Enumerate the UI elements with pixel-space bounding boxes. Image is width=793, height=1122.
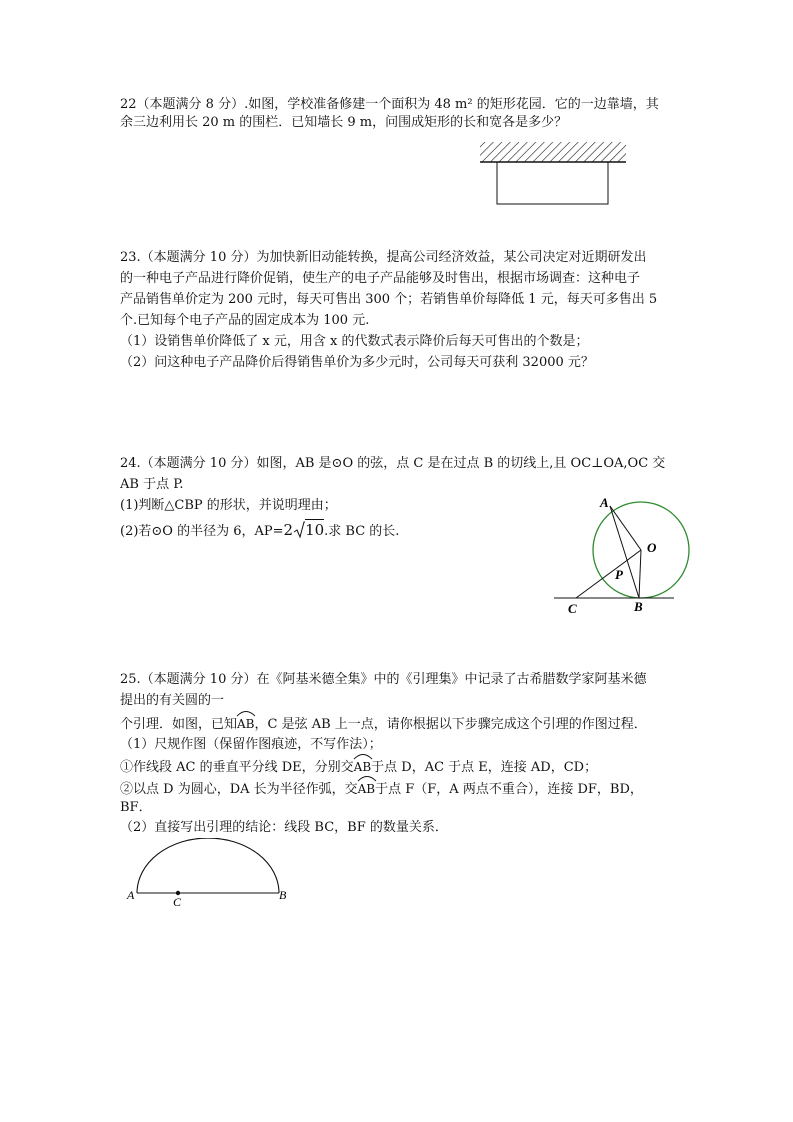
arc-ab-label-2: AB — [353, 760, 372, 774]
q22-wall-figure — [478, 140, 628, 210]
label-o: O — [647, 540, 657, 555]
arc-ab-label-3: AB — [357, 782, 376, 796]
segment-ob — [639, 550, 641, 598]
q24-sqrt-expression — [284, 521, 325, 540]
label-b: B — [279, 888, 287, 902]
q25-step-1-text-b: 于点 D，AC 于点 E，连接 AD，CD； — [371, 760, 598, 775]
segment-ab — [610, 506, 639, 598]
label-c: C — [568, 601, 577, 616]
segment-ao — [610, 506, 641, 550]
q25-line-3-text-a: 个引理．如图，已知 — [120, 717, 238, 732]
arc-ab-notation-2 — [354, 759, 371, 775]
arc-ab-label: AB — [237, 717, 255, 731]
arc-mark-icon — [236, 709, 256, 717]
q24-part-1: (1)判断△CBP 的形状，并说明理由； — [120, 498, 337, 513]
q24-line-1: 24.（本题满分 10 分）如图，AB 是⊙O 的弦，点 C 是在过点 B 的切线上,且 OC⊥OA,OC 交 — [120, 456, 666, 471]
arc-ab-notation-3 — [358, 781, 375, 797]
q24-line-2: AB 于点 P. — [120, 477, 184, 492]
q23-line-2: 的一种电子产品进行降价促销，使生产的电子产品能够及时售出，根据市场调查：这种电子 — [120, 271, 641, 286]
q25-step-heading: （1）尺规作图（保留作图痕迹，不写作法）； — [120, 737, 382, 752]
q22-line-2: 余三边利用长 20 m 的围栏．已知墙长 9 m，问围成矩形的长和宽各是多少？ — [120, 115, 568, 130]
q25-line-3 — [120, 716, 647, 733]
q25-step-2-text-b: 于点 F（F，A 两点不重合），连接 DF，BD， — [375, 782, 643, 797]
q23-line-3: 产品销售单价定为 200 元时，每天可售出 300 个；若销售单价每降低 1 元，每天可多售出 5 — [120, 292, 658, 307]
q25-arc-figure — [122, 838, 297, 910]
label-c: C — [173, 895, 182, 909]
q25-line-3-text-b: ，C 是弦 AB 上一点，请你根据以下步骤完成这个引理的作图过程． — [254, 717, 647, 732]
garden-rectangle — [497, 162, 608, 204]
q25-step-2-text-a: ②以点 D 为圆心，DA 长为半径作弧，交 — [120, 782, 358, 797]
label-a: A — [127, 888, 135, 902]
q25-step-2 — [120, 781, 643, 798]
arc-mark-icon — [357, 774, 377, 782]
q24-part-2-text-b: .求 BC 的长. — [324, 524, 400, 539]
q24-sqrt-coefficient: 2 — [283, 521, 294, 539]
arc-ab-notation — [237, 716, 254, 732]
label-b: B — [634, 599, 643, 614]
q24-circle-figure — [548, 494, 708, 619]
q24-part-2-text-a: (2)若⊙O 的半径为 6，AP= — [120, 524, 284, 539]
q25-step-2-cont: BF． — [120, 800, 152, 815]
q25-line-1: 25.（本题满分 10 分）在《阿基米德全集》中的《引理集》中记录了古希腊数学家阿基米德 — [120, 672, 647, 687]
q22-line-1: 22（本题满分 8 分）.如图，学校准备修建一个面积为 48 m² 的矩形花园．它的一边靠墙，其 — [120, 97, 659, 112]
q23-line-1: 23.（本题满分 10 分）为加快新旧动能转换，提高公司经济效益，某公司决定对近期研发出 — [120, 250, 647, 265]
arc-mark-icon — [353, 752, 373, 760]
q25-step-1-text-a: ①作线段 AC 的垂直平分线 DE，分别交 — [120, 760, 354, 775]
q23-part-2: （2）问这种电子产品降价后得销售单价为多少元时，公司每天可获利 32000 元？ — [120, 355, 594, 370]
q23-part-1: （1）设销售单价降低了 x 元，用含 x 的代数式表示降价后每天可售出的个数是； — [120, 334, 589, 349]
label-p: P — [615, 567, 623, 582]
q23-line-4: 个.已知每个电子产品的固定成本为 100 元. — [120, 313, 370, 328]
arc-ab — [137, 838, 279, 893]
sqrt-sign-icon — [293, 521, 305, 539]
q25-line-2: 提出的有关圆的一 — [120, 693, 225, 708]
q24-part-2 — [120, 521, 399, 540]
q25-part-2: （2）直接写出引理的结论：线段 BC，BF 的数量关系． — [120, 820, 448, 835]
label-a: A — [600, 495, 609, 510]
wall-hatch — [480, 142, 626, 162]
q24-sqrt-radicand: 10 — [305, 521, 325, 539]
